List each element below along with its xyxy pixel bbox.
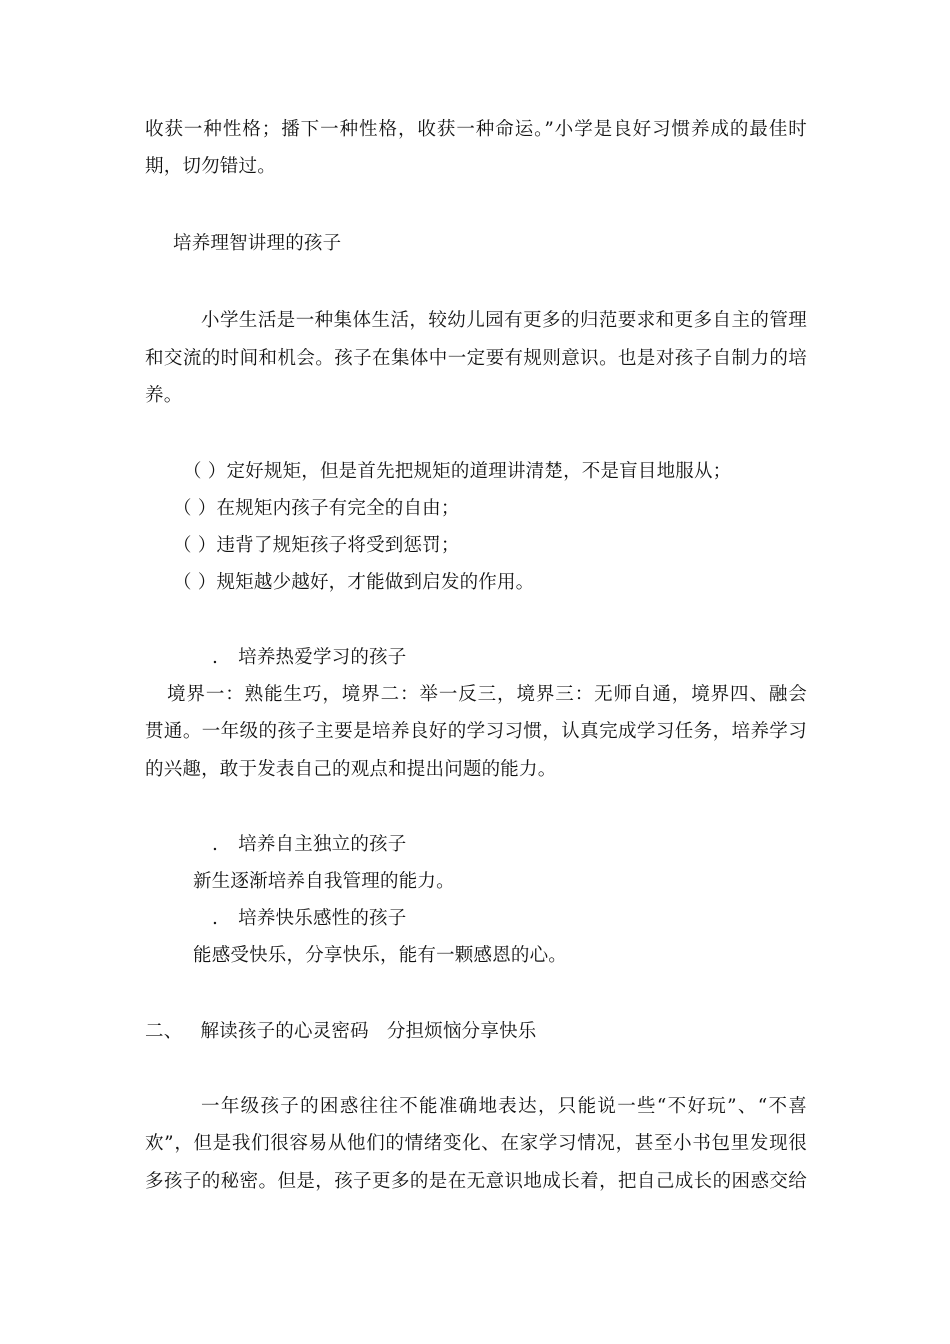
learning-para-line-2: 贯通。一年级的孩子主要是培养良好的学习习惯，认真完成学习任务，培养学习 <box>145 721 807 742</box>
rule-item-1: （ ）定好规矩，但是首先把规矩的道理讲清楚，不是盲目地服从； <box>183 461 732 482</box>
section-two-para-line-3: 多孩子的秘密。但是，孩子更多的是在无意识地成长着，把自己成长的困惑交给 <box>145 1171 807 1192</box>
heading-rational-child: 培养理智讲理的孩子 <box>173 233 342 254</box>
independent-text: 新生逐渐培养自我管理的能力。 <box>193 871 455 892</box>
heading-happy-child: . 培养快乐感性的孩子 <box>212 908 407 929</box>
section-two-para-line-2: 欢”，但是我们很容易从他们的情绪变化、在家学习情况，甚至小书包里发现很 <box>145 1133 807 1154</box>
intro-line-2: 期，切勿错过。 <box>145 156 276 177</box>
intro-line-1: 收获一种性格；播下一种性格，收获一种命运。”小学是良好习惯养成的最佳时 <box>145 119 807 140</box>
learning-para-line-1: 境界一：熟能生巧，境界二：举一反三，境界三：无师自通，境界四、融会 <box>167 684 807 705</box>
rule-item-3: （ ）违背了规矩孩子将受到惩罚； <box>173 535 460 556</box>
happy-text: 能感受快乐，分享快乐，能有一颗感恩的心。 <box>193 945 568 966</box>
learning-para-line-3: 的兴趣，敢于发表自己的观点和提出问题的能力。 <box>145 759 557 780</box>
rule-item-4: （ ）规矩越少越好，才能做到启发的作用。 <box>173 572 535 593</box>
rational-para-line-2: 和交流的时间和机会。孩子在集体中一定要有规则意识。也是对孩子自制力的培 <box>145 348 807 369</box>
rational-para-line-1: 小学生活是一种集体生活，较幼儿园有更多的归范要求和更多自主的管理 <box>201 310 807 331</box>
heading-learning-child: . 培养热爱学习的孩子 <box>212 647 407 668</box>
rule-item-2: （ ）在规矩内孩子有完全的自由； <box>173 498 460 519</box>
section-two-para-line-1: 一年级孩子的困惑往往不能准确地表达，只能说一些“不好玩”、“不喜 <box>201 1096 807 1117</box>
heading-independent-child: . 培养自主独立的孩子 <box>212 834 407 855</box>
heading-section-two: 二、 解读孩子的心灵密码 分担烦恼分享快乐 <box>145 1021 537 1042</box>
rational-para-line-3: 养。 <box>145 385 183 406</box>
